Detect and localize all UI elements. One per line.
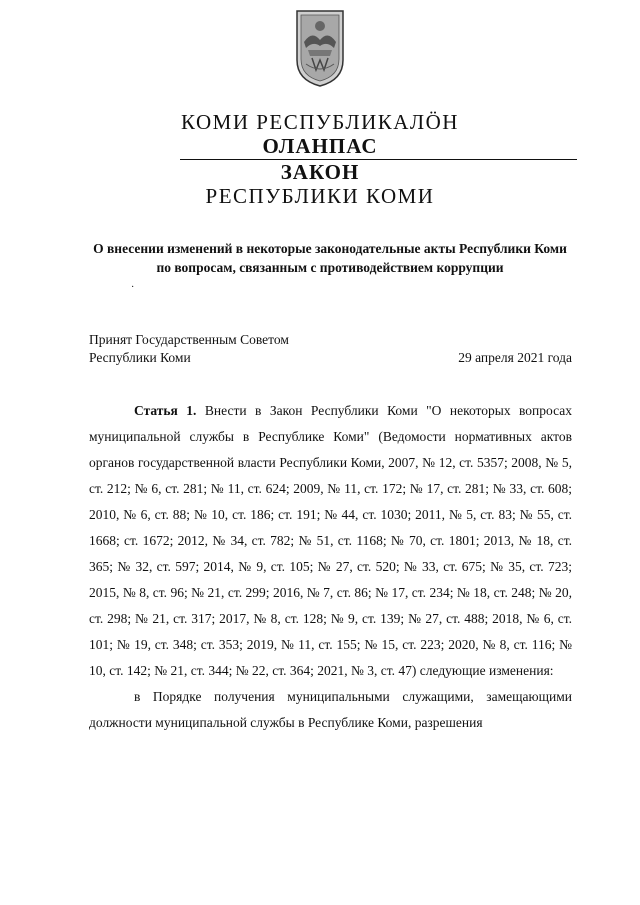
law-subject-title: О внесении изменений в некоторые законодательные акты Республики Коми по вопросам, связанным с противодействием коррупции [93,241,567,275]
article-1-text: Внести в Закон Республики Коми "О некоторых вопросах муниципальной службы в Республике Коми" (Ведомости нормативных актов органов государственной власти Республики Коми, 2007, № 12, ст. 5357; 2008, № 5, ст. 212; № 6, ст. 281; № 11, ст. 624; 2009, № 11, ст. 172; № 17, ст. 281; № 33, ст. 608; 2010, № 6, ст. 88; № 10, ст. 186; ст. 191; № 44, ст. 1030; 2011, № 5, ст. 83; № 55, ст. 1668; ст. 1672; 2012, № 34, ст. 782; № 51, ст. 1168; № 70, ст. 1801; 2013, № 18, ст. 365; № 32, ст. 597; 2014, № 9, ст. 105; № 27, ст. 520; № 33, ст. 675; № 35, ст. 723; 2015, № 8, ст. 96; № 21, ст. 299; 2016, № 7, ст. 86; № 17, ст. 234; № 18, ст. 248; № 20, ст. 298; № 21, ст. 317; 2017, № 8, ст. 128; № 9, ст. 139; № 27, ст. 488; 2018, № 6, ст. 101; № 19, ст. 348; ст. 353; 2019, № 11, ст. 155; № 15, ст. 223; 2020, № 8, ст. 116; № 10, ст. 142; № 21, ст. 344; № 22, ст. 364; 2021, № 3, ст. 47) следующие изменения: [89,403,573,678]
adoption-block [89,331,289,367]
stray-mark: · [131,282,135,293]
article-1 [89,398,572,736]
article-1-paragraph-2: в Порядке получения муниципальными служащими, замещающими должности муниципальной службы в Республике Коми, разрешения [89,689,572,730]
header-olanpas: ОЛАНПАС [262,134,378,158]
adoption-date: 29 апреля 2021 года [458,350,572,365]
header-republic: РЕСПУБЛИКИ КОМИ [205,184,435,208]
adopted-line-1: Принят Государственным Советом [89,332,289,347]
adopted-line-2: Республики Коми [89,350,191,365]
article-1-label: Статья 1. [134,403,197,418]
article-1-paragraph [89,398,572,684]
header-komi-line: КОМИ РЕСПУБЛИКАЛӦН [181,110,459,134]
header-zakon: ЗАКОН [280,160,360,184]
coat-of-arms-icon [294,8,346,88]
